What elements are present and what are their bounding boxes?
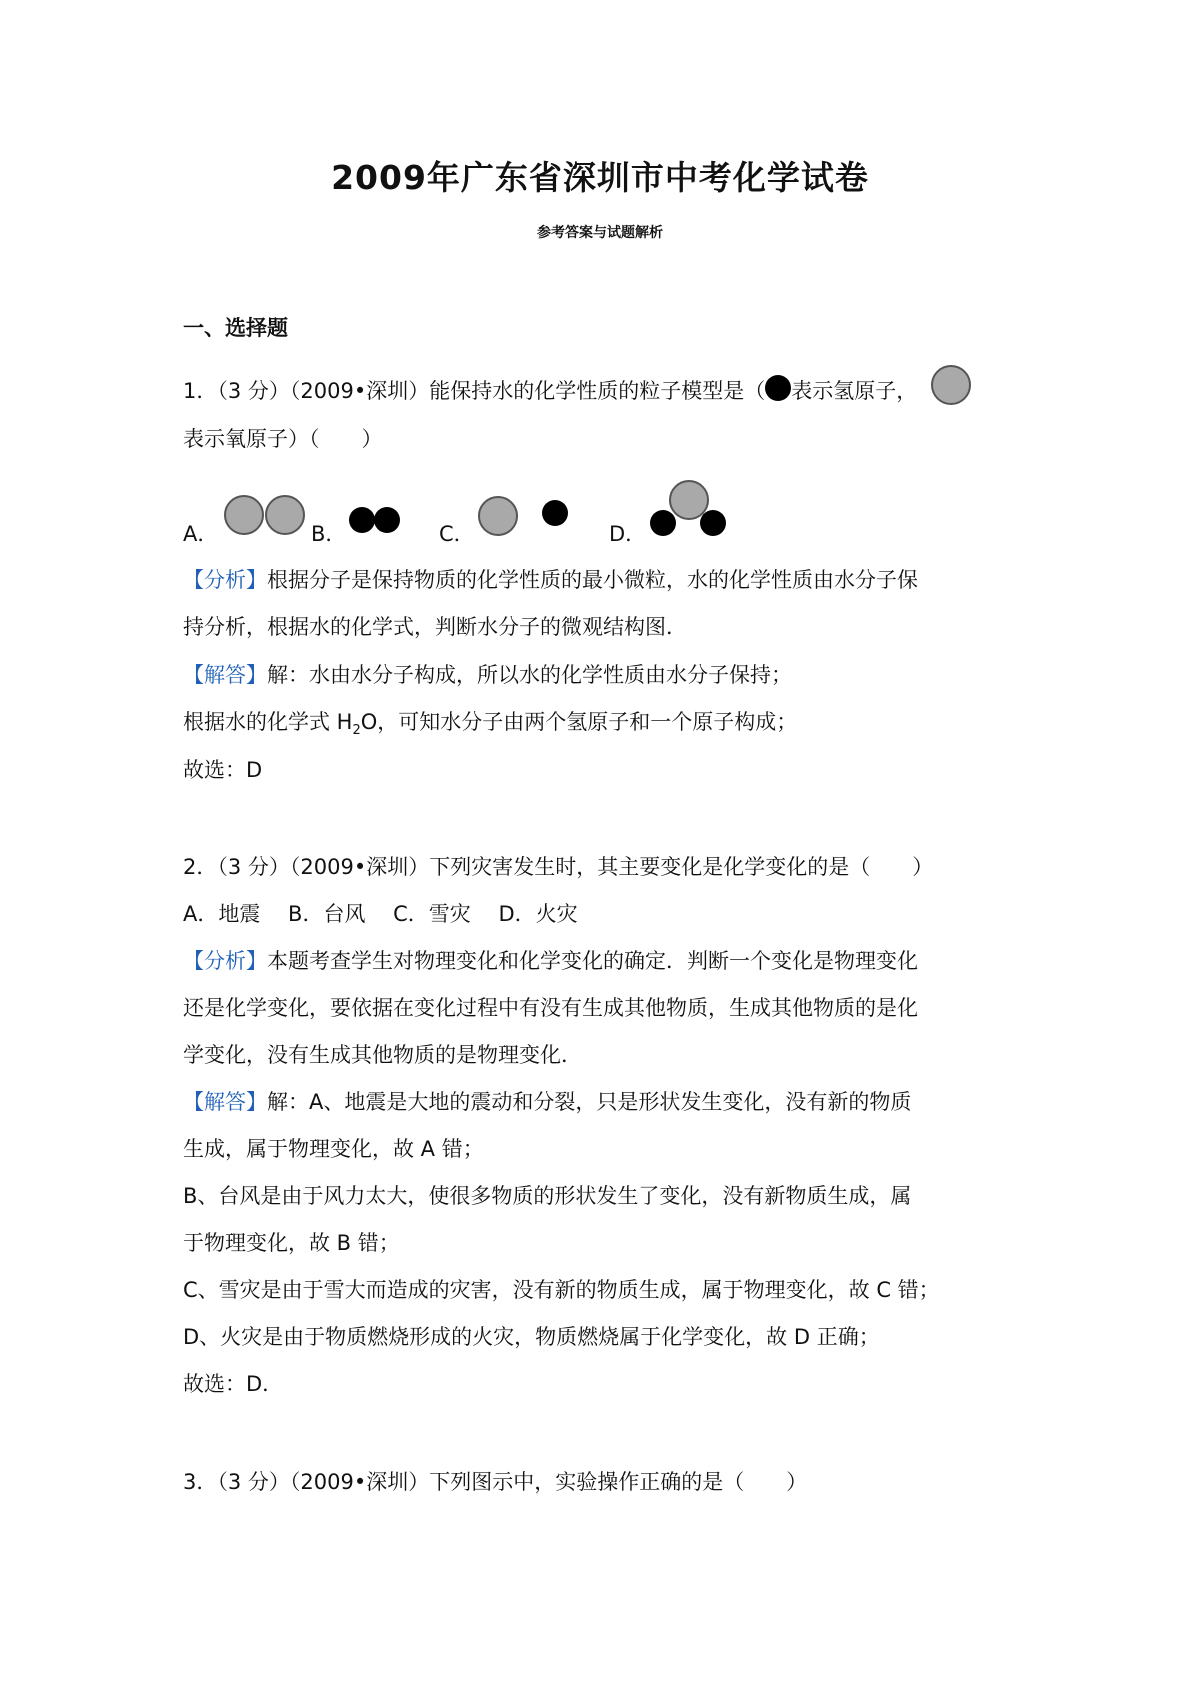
q2-answer-line7: 故选：D． (183, 1372, 284, 1396)
q1-analysis-line2: 持分析，根据水的化学式，判断水分子的微观结构图． (183, 615, 687, 639)
q2-analysis-line3: 学变化，没有生成其他物质的是物理变化． (183, 1043, 582, 1067)
q1-answer-line2: 根据水的化学式 $H_2O$，可知水分子由两个氢原子和一个原子构成； (183, 710, 798, 739)
answer-tag: 【解答】 (183, 1090, 267, 1114)
q2-options: A．地震 B．台风 C．雪灾 D．火灾 (183, 902, 578, 926)
q2-answer-line4: 于物理变化，故 B 错； (183, 1231, 400, 1255)
q1-option-b-label: B． (311, 522, 347, 546)
q2-answer-line1: 【解答】解：A、地震是大地的震动和分裂，只是形状发生变化，没有新的物质 (183, 1090, 912, 1114)
oxygen-atom-icon (265, 495, 305, 535)
hydrogen-atom-icon (542, 500, 568, 526)
page-title: 2009年广东省深圳市中考化学试卷 (331, 158, 869, 197)
q2-answer-line5: C、雪灾是由于雪大而造成的灾害，没有新的物质生成，属于物理变化，故 C 错； (183, 1278, 940, 1302)
hydrogen-atom-icon (700, 510, 726, 536)
hydrogen-atom-icon (374, 507, 400, 533)
q2-answer-line2: 生成，属于物理变化，故 A 错； (183, 1137, 484, 1161)
q1-option-d-label: D． (609, 522, 647, 546)
q2-analysis-line1: 【分析】本题考查学生对物理变化和化学变化的确定．判断一个变化是物理变化 (183, 949, 918, 973)
hydrogen-atom-icon (650, 510, 676, 536)
oxygen-atom-icon (224, 495, 264, 535)
q2-analysis-line2: 还是化学变化，要依据在变化过程中有没有生成其他物质，生成其他物质的是化 (183, 996, 918, 1020)
q2-answer-line6: D、火灾是由于物质燃烧形成的火灾，物质燃烧属于化学变化，故 D 正确； (183, 1325, 880, 1349)
oxygen-atom-icon (931, 365, 971, 405)
page-subtitle: 参考答案与试题解析 (537, 225, 663, 241)
section-heading: 一、选择题 (183, 316, 288, 340)
q1-option-c-molecule (478, 496, 578, 538)
q1-option-d-molecule (650, 480, 730, 540)
analysis-tag: 【分析】 (183, 949, 267, 973)
q1-stem-line2: 表示氧原子）（ ） (183, 427, 383, 451)
q2-answer-line3: B、台风是由于风力太大，使很多物质的形状发生了变化，没有新物质生成，属 (183, 1184, 912, 1208)
answer-tag: 【解答】 (183, 663, 267, 687)
hydrogen-atom-icon (765, 375, 791, 401)
q3-stem: 3．（3 分）（2009•深圳）下列图示中，实验操作正确的是（ ） (183, 1470, 808, 1494)
analysis-tag: 【分析】 (183, 568, 267, 592)
q1-option-b-molecule (349, 507, 409, 537)
q1-option-a-label: A． (183, 522, 219, 546)
q1-analysis-line1: 【分析】根据分子是保持物质的化学性质的最小微粒，水的化学性质由水分子保 (183, 568, 918, 592)
q1-answer-line1: 【解答】解：水由水分子构成，所以水的化学性质由水分子保持； (183, 663, 792, 687)
q1-answer-line3: 故选：D (183, 758, 263, 782)
q1-option-c-label: C． (439, 522, 475, 546)
oxygen-atom-icon (478, 496, 518, 536)
q2-stem: 2．（3 分）（2009•深圳）下列灾害发生时，其主要变化是化学变化的是（ ） (183, 855, 934, 879)
q1-stem: 1．（3 分）（2009•深圳）能保持水的化学性质的粒子模型是（ 表示氢原子， (183, 376, 971, 406)
q1-option-a-molecule (224, 495, 314, 537)
hydrogen-atom-icon (349, 507, 375, 533)
